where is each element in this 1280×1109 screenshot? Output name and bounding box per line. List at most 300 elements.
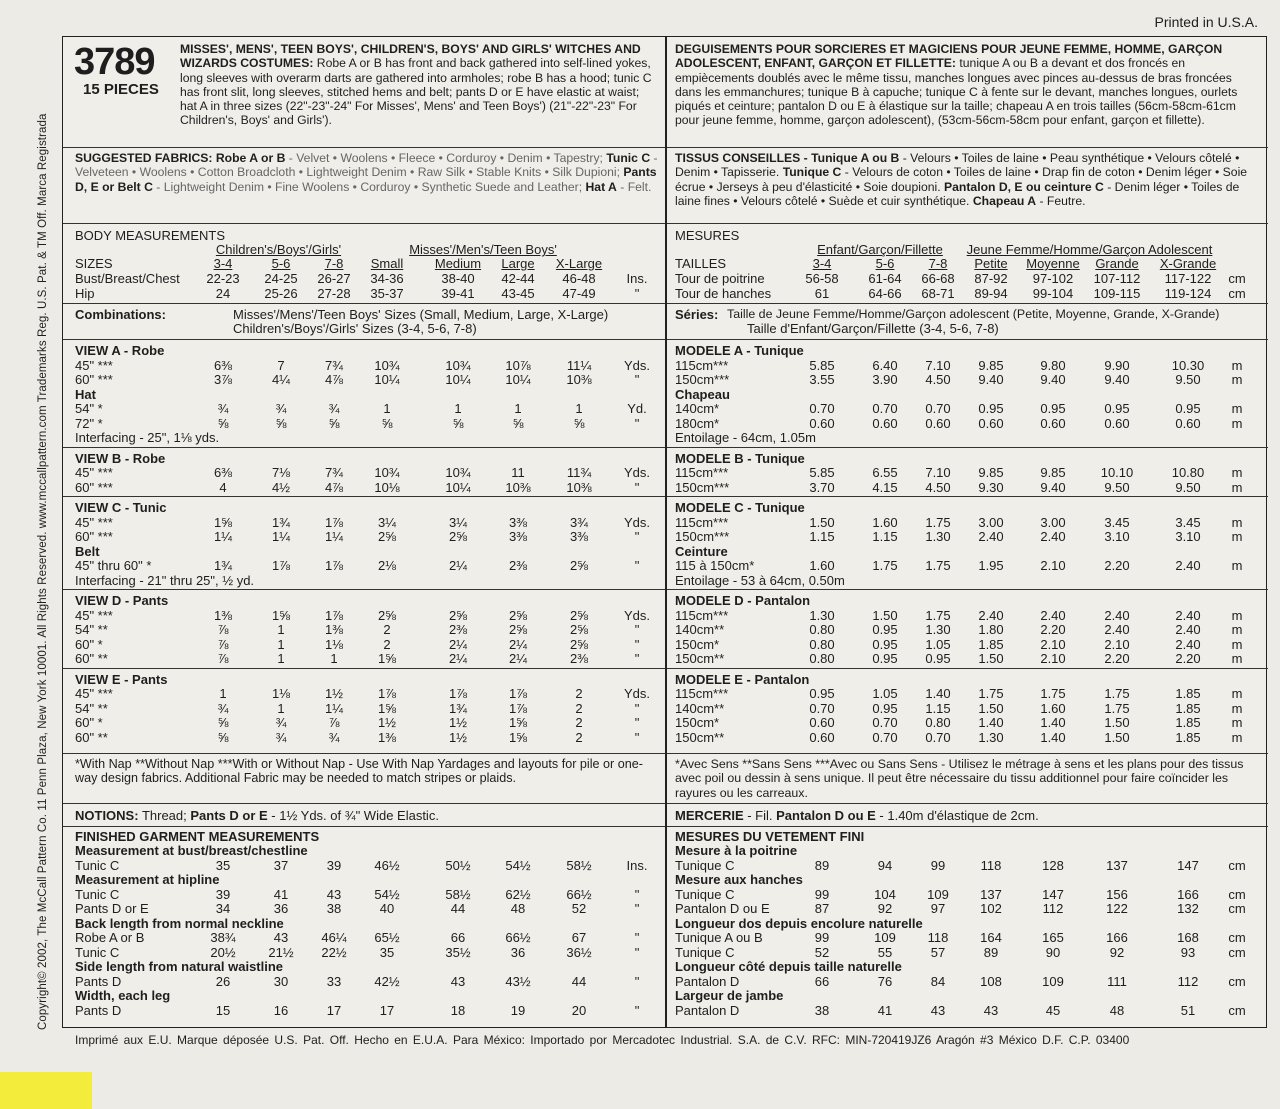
- table-cell: 1.40: [1040, 729, 1066, 745]
- table-cell: 1⅜: [377, 729, 397, 745]
- view-title: VIEW E - Pants: [75, 671, 168, 687]
- combinations-line-2: Children's/Boys'/Girls' Sizes (3-4, 5-6, 7-8): [233, 321, 477, 336]
- table-cell: 25-26: [264, 286, 298, 301]
- unit-label: cm: [1228, 857, 1246, 873]
- table-cell: 3.10: [1104, 529, 1130, 544]
- table-cell: ¾: [217, 401, 229, 416]
- table-cell: 40: [379, 901, 395, 916]
- table-cell: 1½: [448, 729, 468, 745]
- table-cell: 97-102: [1032, 271, 1074, 286]
- table-cell: 16: [273, 1002, 289, 1018]
- table-cell: 0.95: [1040, 401, 1066, 416]
- table-cell: 58½: [566, 857, 592, 873]
- row-label: 115cm***: [675, 686, 729, 701]
- unit-label: m: [1231, 479, 1243, 495]
- pattern-number: 3789: [74, 41, 155, 83]
- table-cell: 35: [215, 857, 231, 873]
- notions-pants-fr: Pantalon D ou E: [776, 808, 876, 823]
- table-cell: ¾: [217, 700, 229, 716]
- table-cell: 1⅛: [271, 686, 291, 701]
- french-column: [667, 37, 1268, 1027]
- unit-label: Yds.: [623, 514, 650, 530]
- table-cell: 3¼: [377, 514, 397, 530]
- combinations-line-2-fr: Taille d'Enfant/Garçon/Fillette (3-4, 5-6, 7-8): [747, 321, 999, 336]
- table-cell: 39: [326, 857, 342, 873]
- table-cell: 2: [575, 700, 583, 716]
- table-cell: 0.95: [1175, 401, 1201, 416]
- interfacing-note: Interfacing - 25", 1⅛ yds.: [75, 430, 220, 445]
- table-cell: 1⅝: [377, 651, 397, 666]
- unit-label: cm: [1228, 944, 1246, 960]
- table-cell: 1¾: [213, 558, 233, 573]
- table-cell: 165: [1042, 930, 1064, 945]
- unit-label: cm: [1228, 286, 1246, 301]
- table-cell: 48: [510, 901, 526, 916]
- unit-label: m: [1231, 372, 1243, 387]
- table-cell: 2.40: [1175, 607, 1201, 623]
- table-cell: 137: [1106, 857, 1128, 873]
- subheading: Back length from normal neckline: [75, 915, 284, 931]
- table-cell: 38-40: [441, 271, 475, 286]
- fabrics-label: SUGGESTED FABRICS:: [75, 151, 213, 165]
- row-label: 150cm*: [675, 636, 720, 652]
- table-cell: 9.30: [978, 479, 1004, 495]
- table-cell: 9.50: [1175, 372, 1201, 387]
- table-cell: 2⅝: [569, 558, 589, 573]
- row-label: Pants D: [75, 973, 122, 989]
- table-cell: 1: [277, 636, 285, 652]
- table-cell: 89-94: [974, 286, 1008, 301]
- fabric-hat-list: - Felt.: [616, 179, 652, 194]
- table-cell: 22½: [321, 944, 347, 960]
- table-cell: 10¾: [445, 357, 471, 373]
- table-cell: 9.40: [978, 372, 1004, 387]
- table-cell: 99: [814, 886, 830, 902]
- table-cell: 1½: [324, 686, 344, 701]
- table-cell: 94: [877, 857, 893, 873]
- table-cell: 7: [277, 357, 285, 373]
- table-cell: 3-4: [213, 256, 233, 271]
- unit-label: m: [1231, 401, 1243, 416]
- table-cell: 19: [510, 1002, 526, 1018]
- table-cell: 109: [874, 930, 896, 945]
- table-cell: 4⅞: [324, 479, 344, 495]
- unit-label: Yds.: [623, 686, 650, 701]
- unit-label: cm: [1228, 1002, 1246, 1018]
- table-cell: 118: [980, 857, 1002, 873]
- fabric-view-a: Robe A or B: [215, 151, 286, 165]
- table-cell: 1⅞: [324, 607, 344, 623]
- table-cell: 2⅝: [569, 607, 589, 623]
- table-cell: 43: [930, 1002, 946, 1018]
- table-cell: 36: [273, 901, 289, 916]
- table-cell: 0.60: [1040, 415, 1066, 431]
- combinations-label-fr: Séries:: [675, 307, 719, 322]
- notions-label: NOTIONS:: [75, 808, 139, 823]
- size-group-adults: Misses'/Men's/Teen Boys': [409, 242, 557, 257]
- table-cell: 2.10: [1040, 636, 1066, 652]
- table-cell: 2.40: [1104, 622, 1130, 637]
- fabric-view-a-fr: - Tunique A ou B: [800, 151, 900, 165]
- subheading: Ceinture: [675, 543, 728, 559]
- table-cell: 4¼: [271, 372, 291, 387]
- table-cell: 10¾: [374, 357, 400, 373]
- table-cell: 10⅞: [505, 357, 531, 373]
- table-cell: 15: [215, 1002, 231, 1018]
- table-cell: 1: [575, 401, 583, 416]
- fabric-hat-fr: Chapeau A: [972, 193, 1037, 208]
- fabric-view-c: Tunic C: [606, 151, 651, 165]
- table-cell: 1¼: [271, 529, 291, 544]
- table-cell: 5-6: [271, 256, 291, 271]
- table-cell: 7⅛: [271, 465, 291, 480]
- unit-label: m: [1231, 636, 1243, 652]
- table-cell: 1.60: [1040, 700, 1066, 716]
- table-cell: 1.30: [925, 529, 951, 544]
- table-cell: 2⅝: [508, 622, 528, 637]
- table-cell: 1.85: [1175, 686, 1201, 701]
- table-cell: 11: [511, 465, 525, 480]
- table-cell: 9.90: [1104, 357, 1130, 373]
- table-cell: 7¾: [324, 465, 344, 480]
- table-cell: 10¾: [445, 465, 471, 480]
- table-cell: 147: [1042, 886, 1064, 902]
- table-cell: 1¼: [213, 529, 233, 544]
- table-cell: 1⅜: [213, 607, 233, 623]
- table-cell: 1.15: [925, 700, 951, 716]
- table-cell: 3.70: [809, 479, 835, 495]
- table-cell: 2.10: [1040, 558, 1066, 573]
- table-cell: 2⅛: [377, 558, 397, 573]
- row-label: 45" ***: [75, 686, 113, 701]
- table-cell: 1.15: [809, 529, 835, 544]
- table-cell: 0.95: [925, 651, 951, 666]
- table-cell: 2⅝: [377, 607, 397, 623]
- unit-label: Ins.: [626, 271, 648, 286]
- table-cell: 42-44: [501, 271, 535, 286]
- table-cell: 9.50: [1175, 479, 1201, 495]
- nap-note: *With Nap **Without Nap ***With or Without Nap - Use With Nap Yardages and layouts for pile or one-way design fabrics. Additional Fabric may be needed to match stripes or plaids.: [75, 757, 643, 786]
- table-cell: 99-104: [1032, 286, 1074, 301]
- table-cell: 1⅞: [324, 558, 344, 573]
- unit-label: Yd.: [627, 401, 647, 416]
- unit-label: ": [634, 479, 640, 495]
- table-cell: 9.40: [1104, 372, 1130, 387]
- table-cell: 1½: [377, 715, 397, 730]
- row-label: 54" **: [75, 700, 108, 716]
- fabric-view-c-fr: Tunique C: [782, 165, 842, 180]
- table-cell: 35: [379, 944, 395, 960]
- table-cell: 36: [510, 944, 526, 960]
- unit-label: ": [634, 973, 640, 989]
- table-cell: 2.10: [1040, 651, 1066, 666]
- table-cell: Moyenne: [1026, 256, 1080, 271]
- notions-elastic: - 1½ Yds. of ¾" Wide Elastic.: [267, 808, 439, 823]
- table-cell: 2: [575, 686, 583, 701]
- table-cell: 0.60: [1175, 415, 1201, 431]
- table-cell: 108: [980, 973, 1002, 989]
- table-cell: 92: [877, 901, 893, 916]
- table-cell: 0.95: [978, 401, 1004, 416]
- row-label: 150cm***: [675, 529, 730, 544]
- table-cell: 5.85: [809, 357, 835, 373]
- table-cell: 0.80: [809, 622, 835, 637]
- table-cell: 1.50: [1104, 729, 1130, 745]
- table-cell: 0.60: [809, 415, 835, 431]
- row-label: 115cm***: [675, 607, 729, 623]
- table-cell: 2⅝: [448, 529, 468, 544]
- table-cell: 0.60: [872, 415, 898, 431]
- table-cell: 1.85: [1175, 715, 1201, 730]
- table-cell: 2⅜: [448, 622, 468, 637]
- unit-label: cm: [1228, 886, 1246, 902]
- subheading: Measurement at bust/breast/chestline: [75, 843, 308, 858]
- table-cell: Medium: [434, 256, 482, 271]
- unit-label: Ins.: [626, 857, 648, 873]
- table-cell: 51: [1180, 1002, 1196, 1018]
- row-label: Robe A or B: [75, 930, 145, 945]
- unit-label: ": [634, 622, 640, 637]
- table-cell: 1⅞: [508, 700, 528, 716]
- row-label: 60" ***: [75, 479, 113, 495]
- table-cell: 35-37: [370, 286, 404, 301]
- view-title: MODELE B - Tunique: [675, 450, 805, 466]
- table-cell: 66: [814, 973, 830, 989]
- table-cell: ⅞: [217, 636, 229, 652]
- table-cell: 1.75: [978, 686, 1004, 701]
- unit-label: ": [634, 930, 640, 945]
- table-cell: 1.30: [925, 622, 951, 637]
- table-cell: 1.75: [1040, 686, 1066, 701]
- table-cell: ⅝: [573, 415, 585, 431]
- table-cell: 0.70: [809, 700, 835, 716]
- table-cell: 1⅝: [377, 700, 397, 716]
- table-cell: 2.20: [1104, 651, 1130, 666]
- table-cell: 6⅜: [213, 465, 233, 480]
- table-cell: 1⅞: [324, 514, 344, 530]
- table-cell: 1.75: [925, 607, 951, 623]
- row-label: Pantalon D: [675, 1002, 740, 1018]
- size-group-children: Children's/Boys'/Girls': [215, 242, 342, 257]
- unit-label: m: [1231, 686, 1243, 701]
- table-cell: 9.85: [978, 357, 1004, 373]
- row-label: SIZES: [75, 256, 113, 271]
- table-cell: Small: [370, 256, 404, 271]
- table-cell: 10⅛: [374, 479, 400, 495]
- unit-label: m: [1231, 357, 1243, 373]
- table-cell: ⅝: [452, 415, 464, 431]
- unit-label: ": [634, 558, 640, 573]
- table-cell: 128: [1042, 857, 1064, 873]
- table-cell: 6⅜: [213, 357, 233, 373]
- row-label: 60" **: [75, 729, 108, 745]
- table-cell: 61: [814, 286, 830, 301]
- row-label: 45" thru 60" *: [75, 558, 152, 573]
- table-cell: 2: [383, 636, 391, 652]
- table-cell: 2: [383, 622, 391, 637]
- row-label: Pantalon D: [675, 973, 740, 989]
- subheading: Mesure aux hanches: [675, 872, 803, 887]
- table-cell: 39-41: [441, 286, 475, 301]
- table-cell: 2.20: [1104, 558, 1130, 573]
- table-cell: 10¾: [374, 465, 400, 480]
- table-cell: 2¼: [448, 558, 468, 573]
- table-cell: 4.50: [925, 372, 951, 387]
- unit-label: m: [1231, 558, 1243, 573]
- table-cell: 2.20: [1175, 651, 1201, 666]
- table-cell: 4⅞: [324, 372, 344, 387]
- fabric-d-list-fr: - Denim léger • Toiles de laine fines • Velours côtelé • Suède et cuir synthétique.: [675, 179, 1240, 208]
- unit-label: Yds.: [623, 357, 650, 373]
- table-cell: 84: [930, 973, 946, 989]
- table-cell: 46¼: [321, 930, 347, 945]
- table-cell: 2⅜: [508, 558, 528, 573]
- table-cell: 0.70: [872, 715, 898, 730]
- table-cell: 2¼: [508, 651, 528, 666]
- table-cell: 89: [983, 944, 999, 960]
- row-label: 115cm***: [675, 465, 729, 480]
- table-cell: 3⅜: [508, 529, 528, 544]
- row-label: Pants D: [75, 1002, 122, 1018]
- table-cell: 107-112: [1093, 271, 1141, 286]
- table-cell: 0.95: [809, 686, 835, 701]
- table-cell: 43: [450, 973, 466, 989]
- table-cell: 111: [1107, 973, 1127, 989]
- table-cell: 1.60: [872, 514, 898, 530]
- table-cell: ⅝: [217, 729, 229, 745]
- table-cell: 39: [215, 886, 231, 902]
- subheading: Chapeau: [675, 386, 730, 402]
- interfacing-note: Entoilage - 64cm, 1.05m: [675, 430, 816, 445]
- unit-label: ": [634, 1002, 640, 1018]
- table-cell: 2.40: [1104, 607, 1130, 623]
- subheading: Longueur côté depuis taille naturelle: [675, 959, 902, 974]
- unit-label: m: [1231, 700, 1243, 716]
- table-cell: 67: [571, 930, 587, 945]
- unit-label: ": [634, 372, 640, 387]
- unit-label: cm: [1228, 930, 1246, 945]
- table-cell: 2.40: [1175, 622, 1201, 637]
- table-cell: 3.90: [872, 372, 898, 387]
- table-cell: 2.40: [1175, 636, 1201, 652]
- unit-label: m: [1231, 729, 1243, 745]
- table-cell: 92: [1109, 944, 1125, 960]
- table-cell: 41: [877, 1002, 893, 1018]
- table-cell: 3.00: [978, 514, 1004, 530]
- table-cell: 2⅝: [448, 607, 468, 623]
- table-cell: 1.50: [809, 514, 835, 530]
- table-cell: 118: [927, 930, 949, 945]
- row-label: Tour de hanches: [675, 286, 772, 301]
- table-cell: 2⅝: [508, 607, 528, 623]
- table-cell: 38: [326, 901, 342, 916]
- unit-label: ": [634, 901, 640, 916]
- table-cell: 2.20: [1040, 622, 1066, 637]
- row-label: Tunic C: [75, 944, 120, 960]
- english-column: [63, 37, 665, 1027]
- table-cell: 1.85: [978, 636, 1004, 652]
- table-cell: 44: [571, 973, 587, 989]
- body-measurements-label: BODY MEASUREMENTS: [75, 228, 226, 243]
- table-cell: 1.15: [872, 529, 898, 544]
- table-cell: 3⅜: [508, 514, 528, 530]
- finished-title: FINISHED GARMENT MEASUREMENTS: [75, 829, 320, 844]
- table-cell: 1.50: [978, 700, 1004, 716]
- row-label: 115cm***: [675, 357, 729, 373]
- table-cell: 1: [219, 686, 227, 701]
- table-cell: 1: [330, 651, 338, 666]
- table-cell: 66-68: [921, 271, 955, 286]
- table-cell: 1.75: [925, 514, 951, 530]
- table-cell: 7-8: [324, 256, 344, 271]
- table-cell: 0.95: [872, 622, 898, 637]
- table-cell: 43: [326, 886, 342, 902]
- table-cell: ⅞: [217, 651, 229, 666]
- table-cell: 1⅝: [271, 607, 291, 623]
- row-label: 150cm*: [675, 715, 720, 730]
- table-cell: 1.85: [1175, 729, 1201, 745]
- table-cell: 0.70: [809, 401, 835, 416]
- table-cell: 30: [273, 973, 289, 989]
- table-cell: 64-66: [868, 286, 902, 301]
- table-cell: 10⅜: [505, 479, 531, 495]
- fabric-c-list-fr: - Velours de coton • Toiles de laine • Drap fin de coton • Denim léger • Soie écrue • Jerseys à peu d'élasticité • Soie doupioni.: [675, 165, 1248, 194]
- description: [180, 42, 658, 128]
- table-cell: 1¾: [271, 514, 291, 530]
- interfacing-note: Entoilage - 53 à 64cm, 0.50m: [675, 572, 845, 588]
- table-cell: 2⅝: [569, 622, 589, 637]
- view-title: VIEW D - Pants: [75, 593, 169, 608]
- combinations-line-1: Misses'/Mens'/Teen Boys' Sizes (Small, Medium, Large, X-Large): [233, 307, 609, 322]
- table-cell: 1.60: [809, 558, 835, 573]
- table-cell: 102: [980, 901, 1002, 916]
- row-label: 150cm***: [675, 479, 730, 495]
- notions-thread-fr: - Fil.: [743, 808, 777, 823]
- row-label: Pantalon D ou E: [675, 901, 770, 916]
- table-cell: 119-124: [1164, 286, 1212, 301]
- table-cell: 2.10: [1104, 636, 1130, 652]
- table-cell: 2.40: [1040, 607, 1066, 623]
- table-cell: Petite: [974, 256, 1008, 271]
- table-cell: 4.15: [872, 479, 898, 495]
- table-cell: 10.10: [1100, 465, 1134, 480]
- table-cell: 3.10: [1175, 529, 1201, 544]
- table-cell: 0.70: [872, 401, 898, 416]
- table-cell: 24-25: [264, 271, 298, 286]
- fabric-c-list: - Velveteen • Woolens • Cotton Broadcloth • Lightweight Denim • Raw Silk • Stable Knits • Silk Dupioni;: [75, 151, 658, 180]
- unit-label: m: [1231, 715, 1243, 730]
- description-text-fr: tunique A ou B a devant et dos froncés en empiècements doublés avec le même tissu, manches longues avec pinces au-dessus de bras froncées dans les emmanchures; tunique B à capuche; tunique C à fente sur le devant, manches longues, ourlets piqués et ceinture; pantalon D ou E à élastique sur la taille; chapeau A en trois tailles (56cm-58cm-61cm pour jeune femme, homme, garçon adolescent), (53cm-56cm-58cm pour enfant, garçon et fillette).: [675, 56, 1238, 128]
- table-cell: 122: [1106, 901, 1128, 916]
- table-cell: 1.50: [978, 651, 1004, 666]
- table-cell: ¾: [328, 401, 340, 416]
- view-title: MODELE C - Tunique: [675, 500, 805, 515]
- table-cell: 1: [277, 651, 285, 666]
- footer-imprint: Imprimé aux E.U. Marque déposée U.S. Pat. Off. Hecho en E.U.A. Para México: Importado por Mercadotec Industrial. S.A. de C.V. RFC: MIN-720419JZ6 Aragón #3 México D.F. C.P. 03400: [75, 1033, 1130, 1047]
- unit-label: m: [1231, 529, 1243, 544]
- row-label: Bust/Breast/Chest: [75, 271, 180, 286]
- unit-label: ": [634, 715, 640, 730]
- fabric-hat-list-fr: - Feutre.: [1036, 193, 1086, 208]
- table-cell: 1⅞: [271, 558, 291, 573]
- row-label: 60" **: [75, 651, 108, 666]
- table-cell: 99: [930, 857, 946, 873]
- notions-thread: Thread;: [138, 808, 191, 823]
- table-cell: 44: [450, 901, 466, 916]
- table-cell: 66½: [505, 930, 531, 945]
- table-cell: 33: [326, 973, 342, 989]
- table-cell: 0.60: [925, 415, 951, 431]
